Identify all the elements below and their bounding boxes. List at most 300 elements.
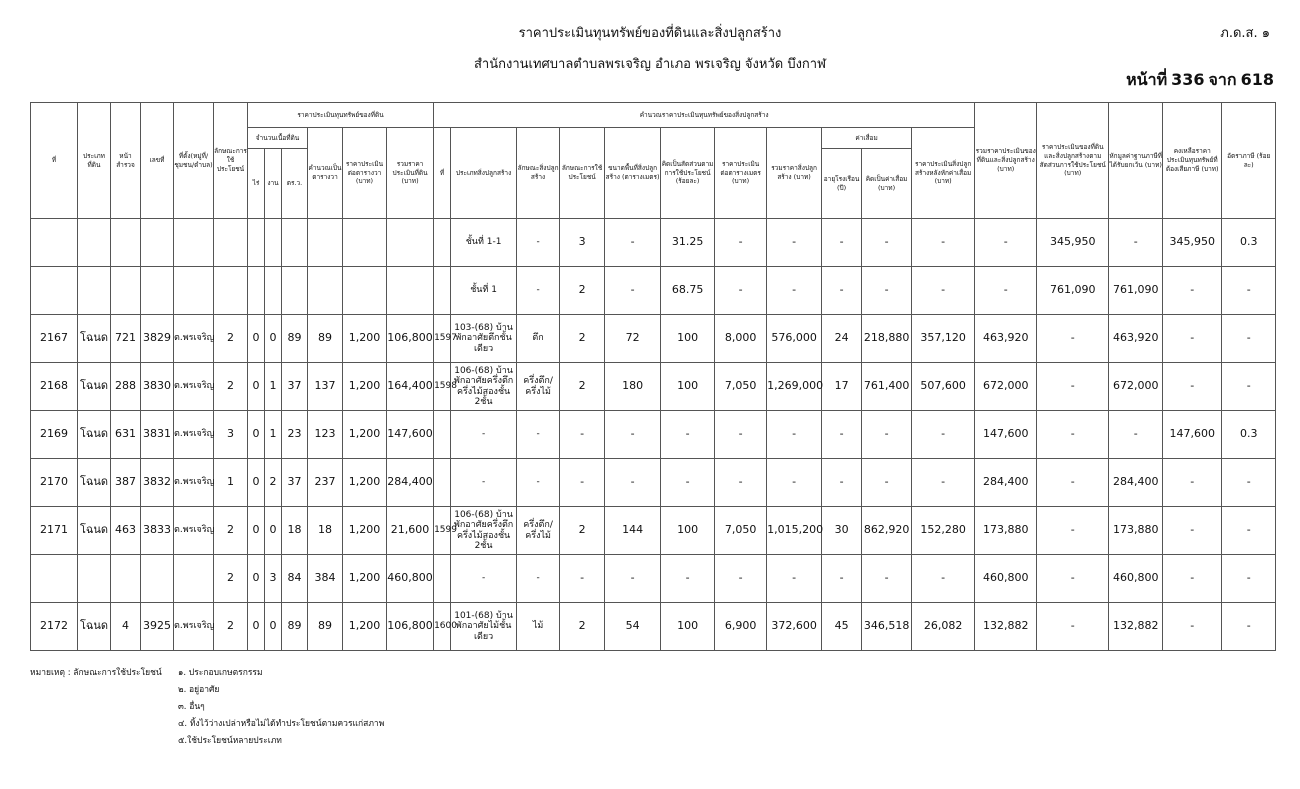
- cell-bldg-use: 2: [560, 603, 605, 651]
- cell-no: 2169: [31, 411, 78, 459]
- col-group-depreciation: ค่าเสื่อม: [822, 128, 912, 149]
- cell-age: 17: [822, 363, 862, 411]
- cell-rai: 0: [248, 315, 265, 363]
- notes-label: หมายเหตุ : ลักษณะการใช้ประโยชน์: [30, 668, 162, 678]
- cell-wa: [282, 219, 308, 267]
- page-number: 336: [1171, 70, 1205, 89]
- cell-location: ต.พรเจริญ: [174, 363, 214, 411]
- cell-exempt: 463,920: [1109, 315, 1163, 363]
- cell-bldg-kind: ไม้: [517, 603, 560, 651]
- cell-grand-total: 132,882: [975, 603, 1037, 651]
- cell-tax-rate: 0.3: [1222, 411, 1276, 459]
- cell-grand-total: 147,600: [975, 411, 1037, 459]
- table-row: [31, 411, 1276, 459]
- cell-deed-no: 3925: [141, 603, 174, 651]
- cell-after-dep: -: [912, 459, 975, 507]
- cell-exempt: 761,090: [1109, 267, 1163, 315]
- cell-land-use: 2: [214, 363, 248, 411]
- cell-no: [31, 267, 78, 315]
- cell-price-per-wa: 1,200: [343, 315, 387, 363]
- col-bldg-kind: ลักษณะสิ่งปลูกสร้าง: [517, 128, 560, 219]
- table-row: [31, 603, 1276, 651]
- cell-land-type: โฉนด: [78, 459, 111, 507]
- cell-dep-amount: 346,518: [862, 603, 912, 651]
- cell-age: 30: [822, 507, 862, 555]
- cell-no: 2168: [31, 363, 78, 411]
- cell-taxable: -: [1163, 315, 1222, 363]
- col-tax-rate: อัตราภาษี (ร้อยละ): [1222, 103, 1276, 219]
- cell-bldg-use: -: [560, 411, 605, 459]
- cell-sq-wa: 18: [308, 507, 343, 555]
- cell-bldg-ratio: 100: [661, 363, 715, 411]
- cell-price-per-wa: 1,200: [343, 411, 387, 459]
- cell-prop-value: -: [1037, 507, 1109, 555]
- cell-bldg-type: 106-(68) บ้านพักอาศัยครึ่งตึกครึ่งไม้สองชั้น 2ชั้น: [451, 363, 517, 411]
- cell-ngan: 2: [265, 459, 282, 507]
- cell-prop-value: -: [1037, 315, 1109, 363]
- cell-no: 2172: [31, 603, 78, 651]
- cell-price-per-wa: [343, 267, 387, 315]
- note-item: ๑. ประกอบเกษตรกรรม: [178, 668, 263, 678]
- cell-bldg-kind: ตึก: [517, 315, 560, 363]
- cell-deed-no: 3831: [141, 411, 174, 459]
- cell-price-per-m: -: [715, 267, 767, 315]
- cell-no: 2167: [31, 315, 78, 363]
- cell-after-dep: -: [912, 411, 975, 459]
- cell-bldg-total: -: [767, 459, 822, 507]
- cell-bldg-kind: -: [517, 459, 560, 507]
- cell-land-use: [214, 219, 248, 267]
- cell-after-dep: 152,280: [912, 507, 975, 555]
- cell-bldg-use: 2: [560, 315, 605, 363]
- cell-survey-page: 631: [111, 411, 141, 459]
- cell-ngan: 1: [265, 411, 282, 459]
- cell-location: ต.พรเจริญ: [174, 315, 214, 363]
- col-bldg-area: ขนาดพื้นที่สิ่งปลูกสร้าง (ตารางเมตร): [605, 128, 661, 219]
- note-item: ๕.ใช้ประโยชน์หลายประเภท: [178, 736, 282, 746]
- cell-price-per-m: 8,000: [715, 315, 767, 363]
- cell-survey-page: 387: [111, 459, 141, 507]
- cell-land-type: [78, 267, 111, 315]
- col-prop-value: ราคาประเมินของที่ดินและสิ่งปลูกสร้างตามสัดส่วนการใช้ประโยชน์ (บาท): [1037, 103, 1109, 219]
- cell-ngan: 3: [265, 555, 282, 603]
- cell-location: [174, 555, 214, 603]
- cell-survey-page: 721: [111, 315, 141, 363]
- col-wa: ตร.ว.: [282, 149, 308, 219]
- cell-rai: [248, 219, 265, 267]
- cell-exempt: 460,800: [1109, 555, 1163, 603]
- cell-location: [174, 267, 214, 315]
- cell-prop-value: -: [1037, 459, 1109, 507]
- assessment-table: [30, 102, 1276, 651]
- note-item: ๒. อยู่อาศัย: [178, 685, 220, 695]
- cell-land-total: 21,600: [387, 507, 434, 555]
- cell-grand-total: 460,800: [975, 555, 1037, 603]
- col-no: ที่: [31, 103, 78, 219]
- cell-bldg-type: -: [451, 555, 517, 603]
- cell-ngan: 0: [265, 603, 282, 651]
- cell-tax-rate: -: [1222, 603, 1276, 651]
- cell-bldg-area: 54: [605, 603, 661, 651]
- cell-bldg-ratio: 100: [661, 315, 715, 363]
- cell-bldg-kind: ครึ่งตึก/ครึ่งไม้: [517, 363, 560, 411]
- cell-price-per-wa: 1,200: [343, 507, 387, 555]
- table-row: [31, 267, 1276, 315]
- cell-tax-rate: -: [1222, 459, 1276, 507]
- cell-prop-value: 761,090: [1037, 267, 1109, 315]
- cell-after-dep: 357,120: [912, 315, 975, 363]
- cell-bldg-type: -: [451, 459, 517, 507]
- cell-taxable: -: [1163, 555, 1222, 603]
- cell-bldg-ratio: 31.25: [661, 219, 715, 267]
- cell-bldg-area: -: [605, 459, 661, 507]
- col-group-area: จำนวนเนื้อที่ดิน: [248, 128, 308, 149]
- cell-dep-amount: -: [862, 459, 912, 507]
- cell-price-per-wa: 1,200: [343, 363, 387, 411]
- cell-bldg-area: -: [605, 411, 661, 459]
- cell-ngan: 1: [265, 363, 282, 411]
- cell-rai: 0: [248, 459, 265, 507]
- cell-sq-wa: 137: [308, 363, 343, 411]
- cell-age: 45: [822, 603, 862, 651]
- cell-after-dep: -: [912, 555, 975, 603]
- cell-bldg-ratio: -: [661, 459, 715, 507]
- cell-sq-wa: 384: [308, 555, 343, 603]
- cell-bldg-kind: -: [517, 267, 560, 315]
- cell-land-total: 460,800: [387, 555, 434, 603]
- cell-bldg-total: -: [767, 555, 822, 603]
- table-row: [31, 219, 1276, 267]
- cell-land-total: [387, 267, 434, 315]
- page-total: 618: [1240, 70, 1274, 89]
- cell-age: -: [822, 459, 862, 507]
- cell-bldg-kind: -: [517, 411, 560, 459]
- cell-land-total: 106,800: [387, 315, 434, 363]
- cell-bldg-total: -: [767, 219, 822, 267]
- report-subtitle: สำนักงานเทศบาลตำบลพรเจริญ อำเภอ พรเจริญ จังหวัด บึงกาฬ: [473, 57, 826, 72]
- col-taxable: คงเหลือราคาประเมินทุนทรัพย์ที่ต้องเสียภาษี (บาท): [1163, 103, 1222, 219]
- cell-bldg-no: [434, 555, 451, 603]
- cell-exempt: 132,882: [1109, 603, 1163, 651]
- note-item: ๔. ทิ้งไว้ว่างเปล่าหรือไม่ได้ทำประโยชน์ตามควรแก่สภาพ: [178, 719, 385, 729]
- note-item: ๓. อื่นๆ: [178, 702, 205, 712]
- cell-land-use: 2: [214, 507, 248, 555]
- cell-bldg-area: 144: [605, 507, 661, 555]
- cell-wa: 23: [282, 411, 308, 459]
- cell-bldg-no: 1598: [434, 363, 451, 411]
- cell-land-type: โฉนด: [78, 315, 111, 363]
- cell-deed-no: 3829: [141, 315, 174, 363]
- cell-land-type: โฉนด: [78, 411, 111, 459]
- cell-ngan: [265, 267, 282, 315]
- cell-grand-total: -: [975, 219, 1037, 267]
- cell-price-per-m: -: [715, 555, 767, 603]
- cell-wa: 89: [282, 603, 308, 651]
- cell-land-type: [78, 219, 111, 267]
- col-land-total: รวมราคาประเมินที่ดิน (บาท): [387, 128, 434, 219]
- cell-taxable: -: [1163, 507, 1222, 555]
- cell-taxable: -: [1163, 603, 1222, 651]
- cell-exempt: 284,400: [1109, 459, 1163, 507]
- cell-ngan: 0: [265, 507, 282, 555]
- cell-bldg-type: -: [451, 411, 517, 459]
- cell-sq-wa: [308, 267, 343, 315]
- cell-sq-wa: [308, 219, 343, 267]
- cell-tax-rate: -: [1222, 507, 1276, 555]
- cell-land-use: 2: [214, 555, 248, 603]
- cell-age: -: [822, 411, 862, 459]
- cell-bldg-ratio: -: [661, 411, 715, 459]
- cell-bldg-area: -: [605, 555, 661, 603]
- cell-bldg-kind: -: [517, 219, 560, 267]
- cell-sq-wa: 123: [308, 411, 343, 459]
- cell-land-use: 2: [214, 315, 248, 363]
- cell-land-total: 284,400: [387, 459, 434, 507]
- cell-land-total: 147,600: [387, 411, 434, 459]
- cell-bldg-use: 3: [560, 219, 605, 267]
- cell-after-dep: 507,600: [912, 363, 975, 411]
- cell-tax-rate: -: [1222, 315, 1276, 363]
- cell-rai: 0: [248, 603, 265, 651]
- cell-location: ต.พรเจริญ: [174, 411, 214, 459]
- cell-taxable: 345,950: [1163, 219, 1222, 267]
- cell-dep-amount: -: [862, 267, 912, 315]
- page-prefix: หน้าที่: [1126, 70, 1168, 89]
- cell-bldg-total: -: [767, 267, 822, 315]
- cell-dep-amount: 761,400: [862, 363, 912, 411]
- cell-survey-page: 463: [111, 507, 141, 555]
- cell-location: ต.พรเจริญ: [174, 507, 214, 555]
- cell-survey-page: [111, 267, 141, 315]
- cell-bldg-use: 2: [560, 267, 605, 315]
- cell-bldg-no: [434, 219, 451, 267]
- cell-bldg-area: 72: [605, 315, 661, 363]
- cell-land-type: โฉนด: [78, 507, 111, 555]
- col-deed-no: เลขที่: [141, 103, 174, 219]
- cell-deed-no: 3833: [141, 507, 174, 555]
- col-rai: ไร่: [248, 149, 265, 219]
- cell-land-total: [387, 219, 434, 267]
- table-row: [31, 315, 1276, 363]
- cell-sq-wa: 89: [308, 603, 343, 651]
- cell-bldg-ratio: 100: [661, 603, 715, 651]
- col-ngan: งาน: [265, 149, 282, 219]
- col-bldg-no: ที่: [434, 128, 451, 219]
- col-land-use: ลักษณะการใช้ประโยชน์: [214, 103, 248, 219]
- table-row: [31, 507, 1276, 555]
- cell-bldg-kind: ครึ่งตึก/ครึ่งไม้: [517, 507, 560, 555]
- cell-survey-page: [111, 219, 141, 267]
- cell-price-per-m: 7,050: [715, 507, 767, 555]
- cell-ngan: [265, 219, 282, 267]
- cell-exempt: -: [1109, 219, 1163, 267]
- form-code: ภ.ด.ส. ๑: [1220, 26, 1270, 41]
- cell-after-dep: -: [912, 219, 975, 267]
- cell-land-use: 3: [214, 411, 248, 459]
- cell-taxable: 147,600: [1163, 411, 1222, 459]
- cell-no: 2171: [31, 507, 78, 555]
- col-price-per-wa: ราคาประเมินต่อตารางวา (บาท): [343, 128, 387, 219]
- cell-price-per-m: -: [715, 459, 767, 507]
- cell-bldg-type: 106-(68) บ้านพักอาศัยครึ่งตึกครึ่งไม้สองชั้น 2ชั้น: [451, 507, 517, 555]
- cell-bldg-area: 180: [605, 363, 661, 411]
- cell-taxable: -: [1163, 267, 1222, 315]
- cell-bldg-use: 2: [560, 363, 605, 411]
- cell-prop-value: -: [1037, 603, 1109, 651]
- col-bldg-total: รวมราคาสิ่งปลูกสร้าง (บาท): [767, 128, 822, 219]
- cell-grand-total: 173,880: [975, 507, 1037, 555]
- cell-rai: 0: [248, 411, 265, 459]
- cell-bldg-total: 576,000: [767, 315, 822, 363]
- cell-deed-no: 3830: [141, 363, 174, 411]
- cell-land-use: 2: [214, 603, 248, 651]
- cell-tax-rate: 0.3: [1222, 219, 1276, 267]
- col-price-per-m: ราคาประเมินต่อตารางเมตร (บาท): [715, 128, 767, 219]
- cell-bldg-ratio: 100: [661, 507, 715, 555]
- cell-sq-wa: 237: [308, 459, 343, 507]
- col-bldg-use: ลักษณะการใช้ประโยชน์: [560, 128, 605, 219]
- cell-taxable: -: [1163, 363, 1222, 411]
- page-of: จาก: [1208, 70, 1237, 89]
- cell-survey-page: 4: [111, 603, 141, 651]
- cell-tax-rate: -: [1222, 555, 1276, 603]
- cell-bldg-no: [434, 411, 451, 459]
- cell-exempt: 672,000: [1109, 363, 1163, 411]
- notes-section: [30, 665, 384, 750]
- cell-dep-amount: -: [862, 411, 912, 459]
- cell-tax-rate: -: [1222, 363, 1276, 411]
- col-bldg-type: ประเภทสิ่งปลูกสร้าง: [451, 128, 517, 219]
- cell-no: [31, 555, 78, 603]
- cell-location: ต.พรเจริญ: [174, 459, 214, 507]
- col-sq-wa: คำนวณเป็นตารางวา: [308, 128, 343, 219]
- cell-rai: 0: [248, 555, 265, 603]
- cell-wa: [282, 267, 308, 315]
- cell-deed-no: 3832: [141, 459, 174, 507]
- cell-dep-amount: -: [862, 219, 912, 267]
- cell-bldg-total: -: [767, 411, 822, 459]
- cell-rai: 0: [248, 363, 265, 411]
- cell-bldg-total: 1,015,200: [767, 507, 822, 555]
- col-bldg-ratio: คิดเป็นสัดส่วนตามการใช้ประโยชน์ (ร้อยละ): [661, 128, 715, 219]
- cell-age: 24: [822, 315, 862, 363]
- cell-no: 2170: [31, 459, 78, 507]
- cell-exempt: 173,880: [1109, 507, 1163, 555]
- cell-bldg-area: -: [605, 267, 661, 315]
- cell-bldg-use: 2: [560, 507, 605, 555]
- col-grand-total: รวมราคาประเมินของที่ดินและสิ่งปลูกสร้าง (บาท): [975, 103, 1037, 219]
- cell-location: [174, 219, 214, 267]
- cell-wa: 37: [282, 459, 308, 507]
- cell-prop-value: 345,950: [1037, 219, 1109, 267]
- table-row: [31, 363, 1276, 411]
- cell-price-per-wa: 1,200: [343, 603, 387, 651]
- col-after-dep: ราคาประเมินสิ่งปลูกสร้างหลังหักค่าเสื่อม (บาท): [912, 128, 975, 219]
- col-age: อายุโรงเรือน (ปี): [822, 149, 862, 219]
- cell-tax-rate: -: [1222, 267, 1276, 315]
- col-group-building: คำนวณราคาประเมินทุนทรัพย์ของสิ่งปลูกสร้าง: [434, 103, 975, 128]
- cell-after-dep: -: [912, 267, 975, 315]
- cell-dep-amount: -: [862, 555, 912, 603]
- cell-bldg-no: 1597: [434, 315, 451, 363]
- cell-bldg-ratio: 68.75: [661, 267, 715, 315]
- cell-land-total: 164,400: [387, 363, 434, 411]
- cell-bldg-use: -: [560, 555, 605, 603]
- cell-land-use: 1: [214, 459, 248, 507]
- cell-wa: 89: [282, 315, 308, 363]
- table-row: [31, 555, 1276, 603]
- cell-grand-total: 672,000: [975, 363, 1037, 411]
- cell-bldg-total: 1,269,000: [767, 363, 822, 411]
- cell-price-per-m: 7,050: [715, 363, 767, 411]
- cell-bldg-no: [434, 459, 451, 507]
- cell-prop-value: -: [1037, 411, 1109, 459]
- cell-land-type: โฉนด: [78, 603, 111, 651]
- cell-grand-total: 284,400: [975, 459, 1037, 507]
- cell-land-total: 106,800: [387, 603, 434, 651]
- col-survey-page: หน้าสำรวจ: [111, 103, 141, 219]
- cell-price-per-wa: [343, 219, 387, 267]
- cell-bldg-no: [434, 267, 451, 315]
- cell-rai: [248, 267, 265, 315]
- cell-bldg-total: 372,600: [767, 603, 822, 651]
- cell-wa: 84: [282, 555, 308, 603]
- cell-bldg-kind: -: [517, 555, 560, 603]
- cell-price-per-wa: 1,200: [343, 459, 387, 507]
- cell-bldg-area: -: [605, 219, 661, 267]
- cell-deed-no: [141, 267, 174, 315]
- cell-deed-no: [141, 555, 174, 603]
- cell-survey-page: [111, 555, 141, 603]
- cell-land-type: [78, 555, 111, 603]
- cell-prop-value: -: [1037, 555, 1109, 603]
- cell-grand-total: 463,920: [975, 315, 1037, 363]
- cell-grand-total: -: [975, 267, 1037, 315]
- report-title: ราคาประเมินทุนทรัพย์ของที่ดินและสิ่งปลูกสร้าง: [518, 26, 782, 41]
- cell-bldg-type: 101-(68) บ้านพักอาศัยไม้ชั้นเดียว: [451, 603, 517, 651]
- cell-dep-amount: 862,920: [862, 507, 912, 555]
- cell-exempt: -: [1109, 411, 1163, 459]
- cell-bldg-type: ชั้นที่ 1-1: [451, 219, 517, 267]
- cell-ngan: 0: [265, 315, 282, 363]
- cell-price-per-wa: 1,200: [343, 555, 387, 603]
- cell-wa: 18: [282, 507, 308, 555]
- cell-rai: 0: [248, 507, 265, 555]
- cell-after-dep: 26,082: [912, 603, 975, 651]
- cell-sq-wa: 89: [308, 315, 343, 363]
- cell-bldg-type: 103-(68) บ้านพักอาศัยตึกชั้นเดียว: [451, 315, 517, 363]
- cell-price-per-m: -: [715, 219, 767, 267]
- cell-age: -: [822, 267, 862, 315]
- cell-dep-amount: 218,880: [862, 315, 912, 363]
- cell-bldg-type: ชั้นที่ 1: [451, 267, 517, 315]
- cell-price-per-m: 6,900: [715, 603, 767, 651]
- cell-wa: 37: [282, 363, 308, 411]
- cell-survey-page: 288: [111, 363, 141, 411]
- cell-age: -: [822, 219, 862, 267]
- cell-no: [31, 219, 78, 267]
- cell-bldg-no: 1599: [434, 507, 451, 555]
- cell-location: ต.พรเจริญ: [174, 603, 214, 651]
- cell-age: -: [822, 555, 862, 603]
- cell-bldg-use: -: [560, 459, 605, 507]
- cell-taxable: -: [1163, 459, 1222, 507]
- cell-bldg-ratio: -: [661, 555, 715, 603]
- cell-prop-value: -: [1037, 363, 1109, 411]
- col-land-type: ประเภทที่ดิน: [78, 103, 111, 219]
- cell-land-type: โฉนด: [78, 363, 111, 411]
- cell-deed-no: [141, 219, 174, 267]
